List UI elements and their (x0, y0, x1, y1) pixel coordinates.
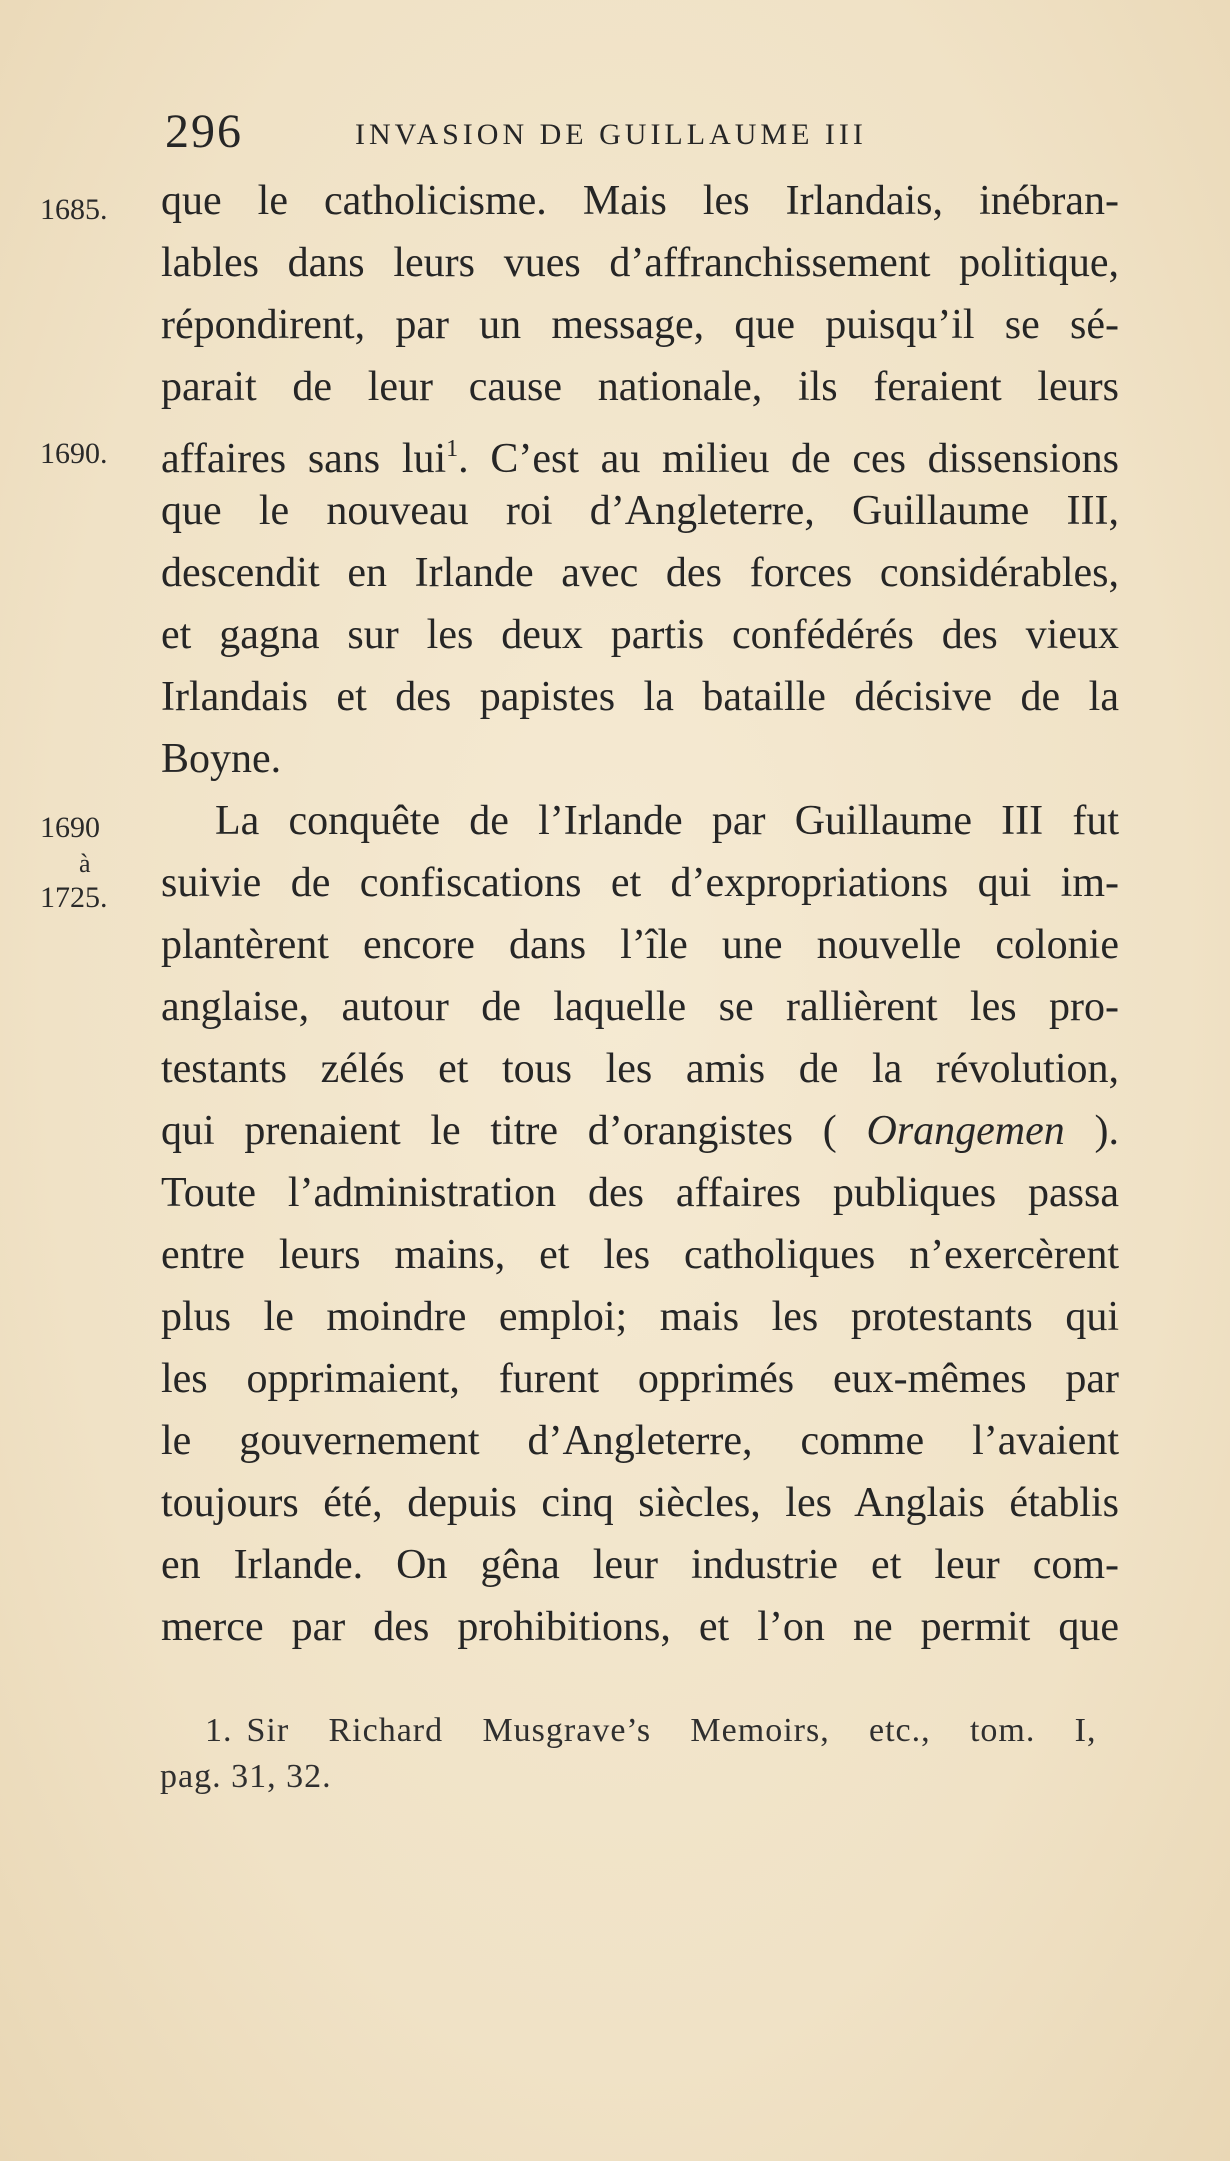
text-line: suivie de confiscations et d’expropriations qui im- (161, 860, 1119, 906)
margin-date-range-a: à (79, 849, 91, 878)
text-line: Boyne. (161, 736, 282, 782)
text-line: Toute l’administration des affaires publiques passa (161, 1170, 1119, 1216)
paren-open: ( (822, 1108, 867, 1154)
page-number: 296 (165, 105, 243, 158)
text-line-with-footnote-ref (161, 418, 1119, 480)
margin-date-1690: 1690. (40, 437, 108, 470)
text-line-with-italic (161, 1100, 1119, 1162)
text-line: plantèrent encore dans l’île une nouvelle colonie (161, 922, 1119, 968)
footnote-number: 1. (205, 1712, 233, 1749)
text-line: entre leurs mains, et les catholiques n’exercèrent (161, 1232, 1119, 1278)
page-header (165, 104, 945, 160)
text-line: que le nouveau roi d’Angleterre, Guillaume III, (161, 488, 1119, 534)
text-segment: qui prenaient le titre d’orangistes (161, 1108, 794, 1154)
italic-term: Orangemen (866, 1108, 1065, 1154)
running-title: INVASION DE GUILLAUME III (355, 118, 867, 151)
paragraph-first-line: La conquête de l’Irlande par Guillaume III fut (215, 798, 1119, 844)
text-line: en Irlande. On gêna leur industrie et leur com- (161, 1542, 1119, 1588)
text-line: toujours été, depuis cinq siècles, les Anglais établis (161, 1480, 1119, 1526)
text-line: les opprimaient, furent opprimés eux-mêmes par (161, 1356, 1119, 1402)
text-line: plus le moindre emploi; mais les protestants qui (161, 1294, 1119, 1340)
text-line: testants zélés et tous les amis de la révolution, (161, 1046, 1119, 1092)
text-segment: . C’est au milieu de ces dissensions (458, 436, 1119, 482)
text-line: et gagna sur les deux partis confédérés des vieux (161, 612, 1119, 658)
text-line: que le catholicisme. Mais les Irlandais, inébran- (161, 178, 1119, 224)
text-segment: affaires sans lui (161, 436, 447, 482)
margin-date-1690-range-start: 1690 (40, 811, 100, 844)
text-line: répondirent, par un message, que puisqu’il se sé- (161, 302, 1119, 348)
text-line: anglaise, autour de laquelle se rallièrent les pro- (161, 984, 1119, 1030)
text-line: descendit en Irlande avec des forces considérables, (161, 550, 1119, 596)
paren-close: ). (1064, 1108, 1119, 1154)
text-line: le gouvernement d’Angleterre, comme l’avaient (161, 1418, 1119, 1464)
footnote (160, 1709, 1097, 1753)
text-line: parait de leur cause nationale, ils feraient leurs (161, 364, 1119, 410)
text-line: Irlandais et des papistes la bataille décisive de la (161, 674, 1119, 720)
margin-date-1725: 1725. (40, 881, 108, 914)
footnote-continuation: pag. 31, 32. (160, 1758, 332, 1795)
margin-date-1685: 1685. (40, 193, 108, 226)
footnote-text: Sir Richard Musgrave’s Memoirs, etc., tom. I, (246, 1712, 1097, 1749)
text-line: merce par des prohibitions, et l’on ne permit que (161, 1604, 1119, 1650)
footnote-reference: 1 (446, 436, 459, 462)
text-line: lables dans leurs vues d’affranchissement politique, (161, 240, 1119, 286)
